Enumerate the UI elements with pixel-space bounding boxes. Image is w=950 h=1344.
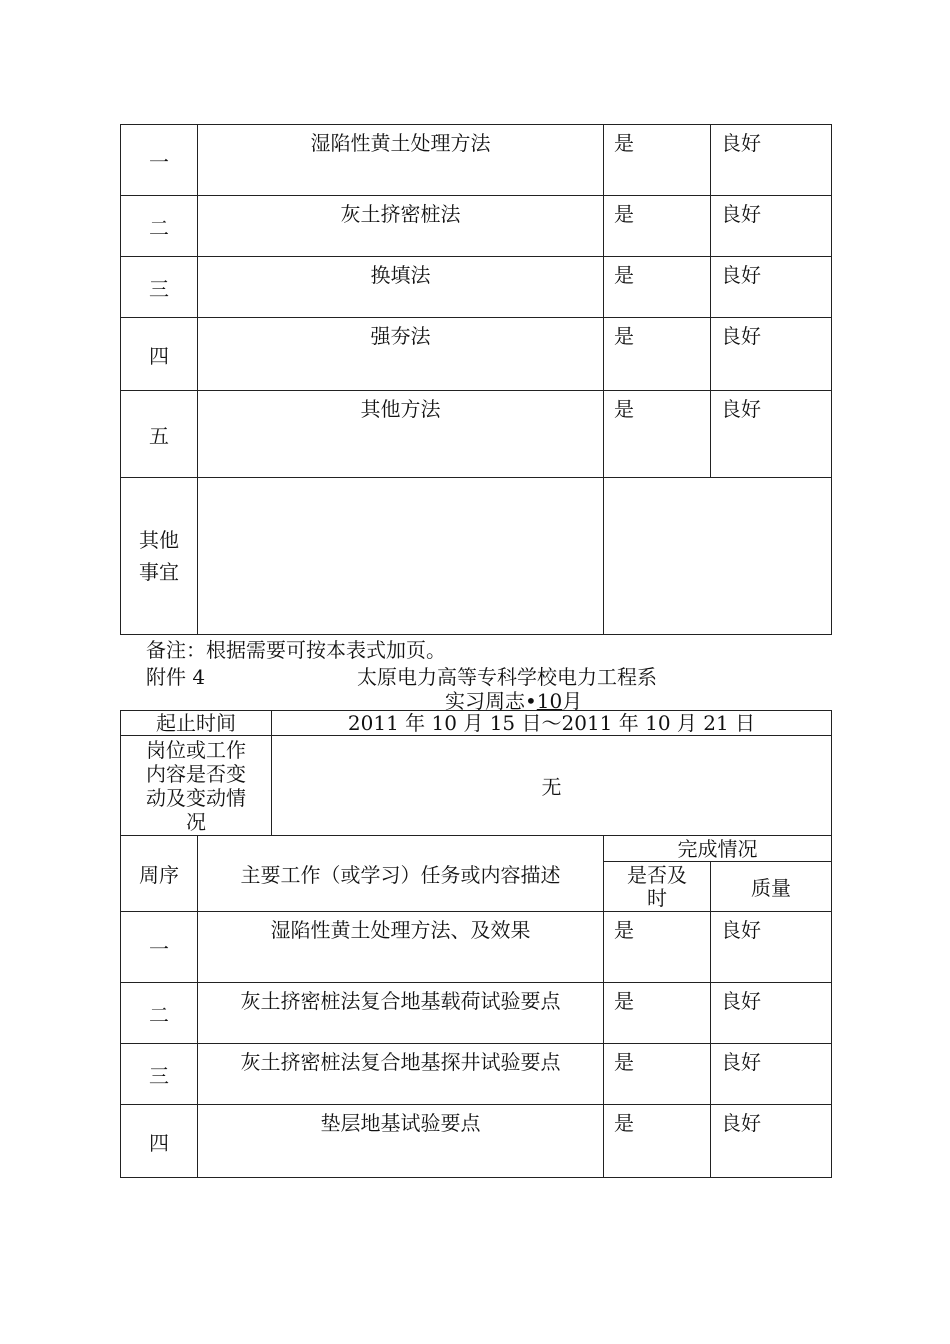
row-quality: 良好 bbox=[711, 1044, 832, 1105]
row-timely: 是 bbox=[604, 125, 711, 196]
header-timely bbox=[604, 862, 711, 912]
row-quality: 良好 bbox=[711, 257, 832, 318]
school-title: 太原电力高等专科学校电力工程系 bbox=[357, 665, 657, 689]
other-matters-extra bbox=[604, 478, 832, 635]
row-seq: 四 bbox=[121, 318, 198, 391]
row-timely: 是 bbox=[604, 391, 711, 478]
period-row bbox=[121, 711, 832, 736]
row-seq: 四 bbox=[121, 1105, 198, 1178]
header-timely-line: 时 bbox=[647, 885, 667, 910]
table-row bbox=[121, 912, 832, 983]
table-row bbox=[121, 257, 832, 318]
table-row-other bbox=[121, 478, 832, 635]
row-seq: 三 bbox=[121, 1044, 198, 1105]
change-label-line: 况 bbox=[186, 809, 206, 834]
row-desc: 灰土挤密桩法复合地基载荷试验要点 bbox=[198, 983, 604, 1044]
other-matters-content bbox=[198, 478, 604, 635]
header-timely-line: 是否及 bbox=[627, 862, 687, 887]
row-timely: 是 bbox=[604, 318, 711, 391]
table-row bbox=[121, 983, 832, 1044]
row-desc: 灰土挤密桩法 bbox=[198, 196, 604, 257]
header-row bbox=[121, 836, 832, 862]
row-timely: 是 bbox=[604, 257, 711, 318]
change-value: 无 bbox=[272, 736, 832, 836]
row-quality: 良好 bbox=[711, 125, 832, 196]
row-timely: 是 bbox=[604, 196, 711, 257]
row-desc: 强夯法 bbox=[198, 318, 604, 391]
row-desc: 湿陷性黄土处理方法、及效果 bbox=[198, 912, 604, 983]
row-seq: 五 bbox=[121, 391, 198, 478]
row-quality: 良好 bbox=[711, 912, 832, 983]
row-seq: 三 bbox=[121, 257, 198, 318]
row-timely: 是 bbox=[604, 1044, 711, 1105]
other-label-line: 事宜 bbox=[139, 560, 179, 584]
row-quality: 良好 bbox=[711, 318, 832, 391]
weekly-title-prefix: 实习周志• bbox=[445, 689, 537, 713]
row-quality: 良好 bbox=[711, 983, 832, 1044]
row-desc: 湿陷性黄土处理方法 bbox=[198, 125, 604, 196]
row-desc: 垫层地基试验要点 bbox=[198, 1105, 604, 1178]
table-row bbox=[121, 1044, 832, 1105]
weekly-title-suffix: 月 bbox=[562, 689, 583, 713]
row-quality: 良好 bbox=[711, 196, 832, 257]
row-timely: 是 bbox=[604, 912, 711, 983]
table-row bbox=[121, 196, 832, 257]
header-quality: 质量 bbox=[711, 862, 832, 912]
change-label-line: 内容是否变 bbox=[146, 761, 246, 786]
row-quality: 良好 bbox=[711, 391, 832, 478]
row-timely: 是 bbox=[604, 983, 711, 1044]
other-label-line: 其他 bbox=[139, 528, 179, 552]
change-label-line: 岗位或工作 bbox=[146, 737, 246, 762]
table-row bbox=[121, 125, 832, 196]
header-desc: 主要工作（或学习）任务或内容描述 bbox=[198, 836, 604, 912]
row-desc: 换填法 bbox=[198, 257, 604, 318]
row-seq: 一 bbox=[121, 125, 198, 196]
weekly-title-month: 10 bbox=[536, 689, 563, 713]
header-completion: 完成情况 bbox=[604, 836, 832, 862]
table-row bbox=[121, 1105, 832, 1178]
row-timely: 是 bbox=[604, 1105, 711, 1178]
header-seq: 周序 bbox=[121, 836, 198, 912]
change-row bbox=[121, 736, 832, 836]
other-matters-label bbox=[121, 478, 198, 635]
row-seq: 二 bbox=[121, 983, 198, 1044]
weekly-table-1 bbox=[120, 124, 832, 635]
row-desc: 灰土挤密桩法复合地基探井试验要点 bbox=[198, 1044, 604, 1105]
row-quality: 良好 bbox=[711, 1105, 832, 1178]
note-text: 备注：根据需要可按本表式加页。 bbox=[146, 638, 446, 662]
row-desc: 其他方法 bbox=[198, 391, 604, 478]
period-value: 2011 年 10 月 15 日～2011 年 10 月 21 日 bbox=[272, 711, 832, 736]
table-row bbox=[121, 318, 832, 391]
change-label-line: 动及变动情 bbox=[146, 785, 246, 810]
change-label bbox=[121, 736, 272, 836]
weekly-table-2 bbox=[120, 710, 832, 1178]
period-label: 起止时间 bbox=[121, 711, 272, 736]
row-seq: 一 bbox=[121, 912, 198, 983]
attachment-label: 附件 4 bbox=[146, 665, 206, 689]
row-seq: 二 bbox=[121, 196, 198, 257]
table-row bbox=[121, 391, 832, 478]
